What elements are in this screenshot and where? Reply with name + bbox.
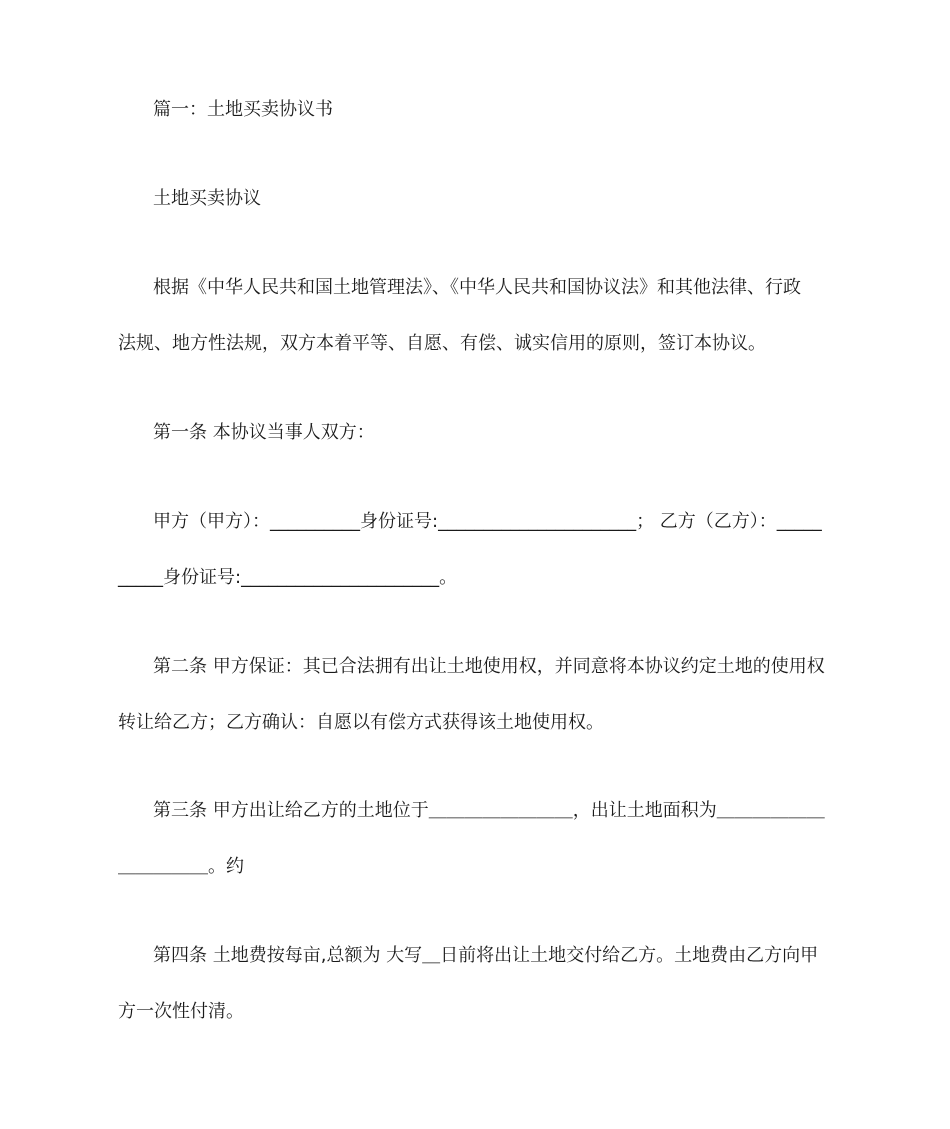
agreement-title: 土地买卖协议 xyxy=(153,188,261,209)
preamble-line-1: 根据《中华人民共和国土地管理法》、《中华人民共和国协议法》和其他法律、行政 xyxy=(153,277,801,298)
article-4-line-2: 方一次性付清。 xyxy=(118,1001,244,1022)
article-1-parties-line-2: _____身份证号:______________________。 xyxy=(118,567,458,588)
article-1-parties-line-1: 甲方（甲方）：__________身份证号:______________________； 乙方（乙方）：_____ xyxy=(153,511,822,532)
article-1-heading: 第一条 本协议当事人双方： xyxy=(153,422,375,443)
document-heading: 篇一：土地买卖协议书 xyxy=(153,99,333,120)
article-3-line-1: 第三条 甲方出让给乙方的土地位于＿＿＿＿＿＿＿＿，出让土地面积为＿＿＿＿＿＿ xyxy=(153,800,825,821)
article-2-line-2: 转让给乙方；乙方确认：自愿以有偿方式获得该土地使用权。 xyxy=(118,712,604,733)
article-2-line-1: 第二条 甲方保证：其已合法拥有出让土地使用权，并同意将本协议约定土地的使用权 xyxy=(153,656,825,677)
article-4-line-1: 第四条 土地费按每亩,总额为 大写＿日前将出让土地交付给乙方。土地费由乙方向甲 xyxy=(153,945,819,966)
article-3-line-2: ＿＿＿＿＿。约 xyxy=(118,856,244,877)
preamble-line-2: 法规、地方性法规，双方本着平等、自愿、有偿、诚实信用的原则，签订本协议。 xyxy=(118,333,766,354)
